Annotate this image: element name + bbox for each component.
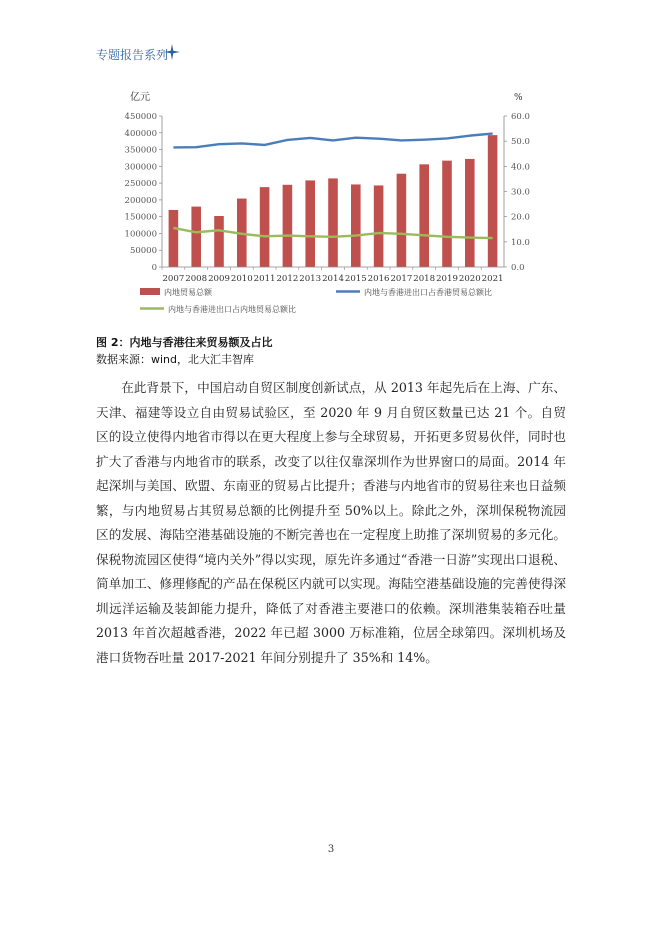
series-line <box>173 134 492 148</box>
trade-chart <box>96 86 566 326</box>
x-tick-label: 2010 <box>230 274 253 284</box>
x-tick-label: 2014 <box>322 274 344 284</box>
x-tick-label: 2011 <box>253 274 276 284</box>
y-right-axis-title: % <box>514 93 523 103</box>
bar <box>283 185 293 267</box>
y-left-tick-label: 400000 <box>124 128 157 139</box>
x-tick-label: 2016 <box>367 274 390 284</box>
bar <box>397 174 407 267</box>
bar <box>488 135 498 267</box>
x-tick-label: 2020 <box>458 274 481 284</box>
x-tick-label: 2007 <box>162 274 185 284</box>
y-right-tick-label: 10.0 <box>511 237 530 248</box>
x-tick-label: 2017 <box>390 274 413 284</box>
x-tick-label: 2009 <box>208 274 230 284</box>
y-left-axis-title: 亿元 <box>130 92 150 103</box>
bar <box>351 184 361 267</box>
y-right-tick-label: 60.0 <box>511 112 530 122</box>
x-tick-label: 2015 <box>344 274 367 284</box>
y-right-tick-label: 50.0 <box>511 137 530 148</box>
page-number: 3 <box>327 844 335 855</box>
y-left-tick-label: 300000 <box>124 162 157 173</box>
x-tick-label: 2013 <box>299 274 322 284</box>
x-tick-label: 2021 <box>481 274 504 284</box>
legend-label: 内地贸易总额 <box>164 288 212 297</box>
y-left-tick-label: 350000 <box>124 145 157 156</box>
x-tick-label: 2019 <box>436 274 458 284</box>
y-left-tick-label: 150000 <box>124 212 157 223</box>
bar <box>328 178 338 267</box>
x-tick-label: 2008 <box>185 274 208 284</box>
figure-source: 数据来源：wind，北大汇丰智库 <box>96 353 255 366</box>
y-left-tick-label: 100000 <box>124 229 157 240</box>
bar <box>374 185 384 267</box>
header-title: 专题报告系列 <box>96 48 169 62</box>
y-left-tick-label: 0 <box>151 263 157 273</box>
y-left-tick-label: 200000 <box>124 195 157 206</box>
y-left-tick-label: 250000 <box>124 179 157 190</box>
bar <box>442 161 452 267</box>
legend-label: 内地与香港进出口占香港贸易总额比 <box>364 288 492 297</box>
y-right-tick-label: 0.0 <box>511 263 525 273</box>
bar <box>214 216 224 267</box>
body-text <box>96 376 566 670</box>
bar <box>305 180 315 267</box>
bar <box>169 210 179 267</box>
x-tick-label: 2018 <box>413 274 436 284</box>
legend-swatch <box>140 288 160 295</box>
x-tick-label: 2012 <box>276 274 299 284</box>
y-left-tick-label: 50000 <box>129 246 157 257</box>
y-right-tick-label: 30.0 <box>511 187 530 198</box>
bar <box>465 159 475 267</box>
bar <box>419 164 429 267</box>
legend-label: 内地与香港进出口占内地贸易总额比 <box>168 305 296 314</box>
y-left-tick-label: 450000 <box>124 112 157 122</box>
body-paragraph: 在此背景下，中国启动自贸区制度创新试点，从 2013 年起先后在上海、广东、天津、福建等设立自由贸易试验区，至 2020 年 9 月自贸区数量已达 21 个。自贸区的设立使得内地省市得以在更大程度上参与全球贸易，开拓更多贸易伙伴，同时也扩大了香港与内地省市的联系，改变了以往仅靠深圳作为世界窗口的局面。2014 年起深圳与美国、欧盟、东南亚的贸易占比提升；香港与内地省市的贸易往来也日益频繁，与内地贸易占其贸易总额的比例提升至 50%以上。除此之外，深圳保税物流园区的发展、海陆空港基础设施的不断完善也在一定程度上助推了深圳贸易的多元化。保税物流园区使得“境内关外”得以实现，原先许多通过“香港一日游”实现出口退税、简单加工、修理修配的产品在保税区内就可以实现。海陆空港基础设施的完善使得深圳远洋运输及装卸能力提升，降低了对香港主要港口的依赖。深圳港集装箱吞吐量 2013 年首次超越香港，2022 年已超 3000 万标准箱，位居全球第四。深圳机场及港口货物吞吐量 2017-2021 年间分别提升了 35%和 14%。 <box>96 380 566 665</box>
bar <box>260 187 270 267</box>
y-right-tick-label: 20.0 <box>511 212 530 223</box>
y-right-tick-label: 40.0 <box>511 162 530 173</box>
star-icon <box>164 44 180 60</box>
bar <box>191 207 201 267</box>
figure-caption: 图 2：内地与香港往来贸易额及占比 <box>96 336 273 349</box>
